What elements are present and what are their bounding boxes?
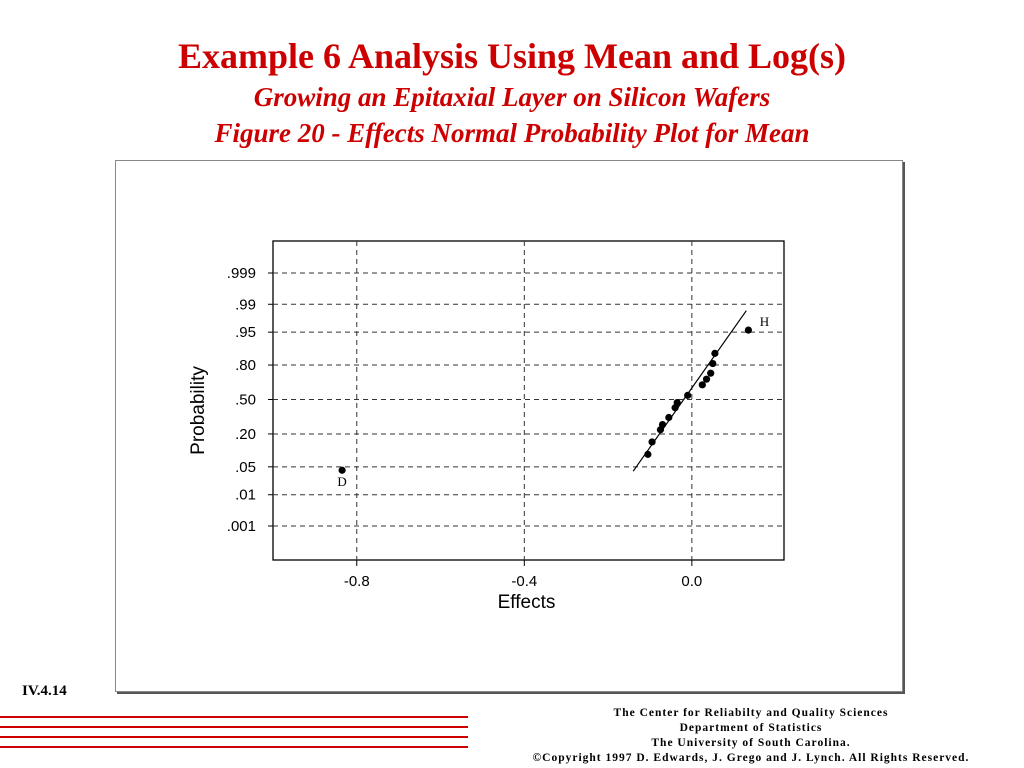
y-tick-label: .99 — [235, 296, 256, 314]
data-point — [684, 392, 691, 399]
y-axis-label: Probability — [188, 366, 209, 455]
y-tick-label: .01 — [235, 486, 256, 504]
x-axis-label: Effects — [497, 592, 556, 613]
data-point — [711, 350, 718, 357]
x-tick-label: 0.0 — [681, 573, 703, 590]
data-point — [339, 467, 346, 474]
figure-caption: Figure 20 - Effects Normal Probability Plot for Mean — [214, 118, 810, 148]
slide-number: IV.4.14 — [22, 683, 67, 699]
data-point — [703, 376, 710, 383]
probability-plot — [116, 161, 902, 691]
slide-subtitle: Growing an Epitaxial Layer on Silicon Wafers — [253, 82, 771, 112]
y-tick-label: .20 — [235, 425, 256, 443]
x-tick-label: -0.4 — [511, 573, 538, 590]
footer-rule — [0, 716, 468, 718]
data-point — [665, 414, 672, 421]
slide-title: Example 6 Analysis Using Mean and Log(s) — [177, 36, 847, 76]
y-tick-label: .80 — [235, 357, 256, 375]
y-tick-label: .95 — [235, 324, 256, 342]
footer-line: The University of South Carolina. — [651, 737, 851, 749]
data-point — [674, 399, 681, 406]
data-point — [648, 438, 655, 445]
y-tick-label: .05 — [235, 458, 256, 476]
footer-rule — [0, 736, 468, 738]
footer-rule — [0, 746, 468, 748]
chart-frame — [115, 160, 903, 692]
y-tick-label: .001 — [226, 518, 256, 535]
y-tick-label: .999 — [226, 265, 256, 282]
x-tick-label: -0.8 — [343, 573, 370, 590]
data-point — [644, 451, 651, 458]
data-point — [659, 421, 666, 428]
y-tick-label: .50 — [235, 391, 256, 409]
point-label: H — [759, 314, 770, 330]
footer-line: ©Copyright 1997 D. Edwards, J. Grego and J. Lynch. All Rights Reserved. — [532, 752, 970, 764]
plot-area — [273, 241, 784, 560]
footer — [478, 706, 1024, 766]
data-point — [709, 360, 716, 367]
data-point — [707, 370, 714, 377]
footer-line: The Center for Reliabilty and Quality Sciences — [613, 707, 889, 719]
footer-line: Department of Statistics — [679, 722, 823, 734]
data-point — [745, 326, 752, 333]
point-label: D — [337, 474, 347, 490]
footer-rule — [0, 726, 468, 728]
